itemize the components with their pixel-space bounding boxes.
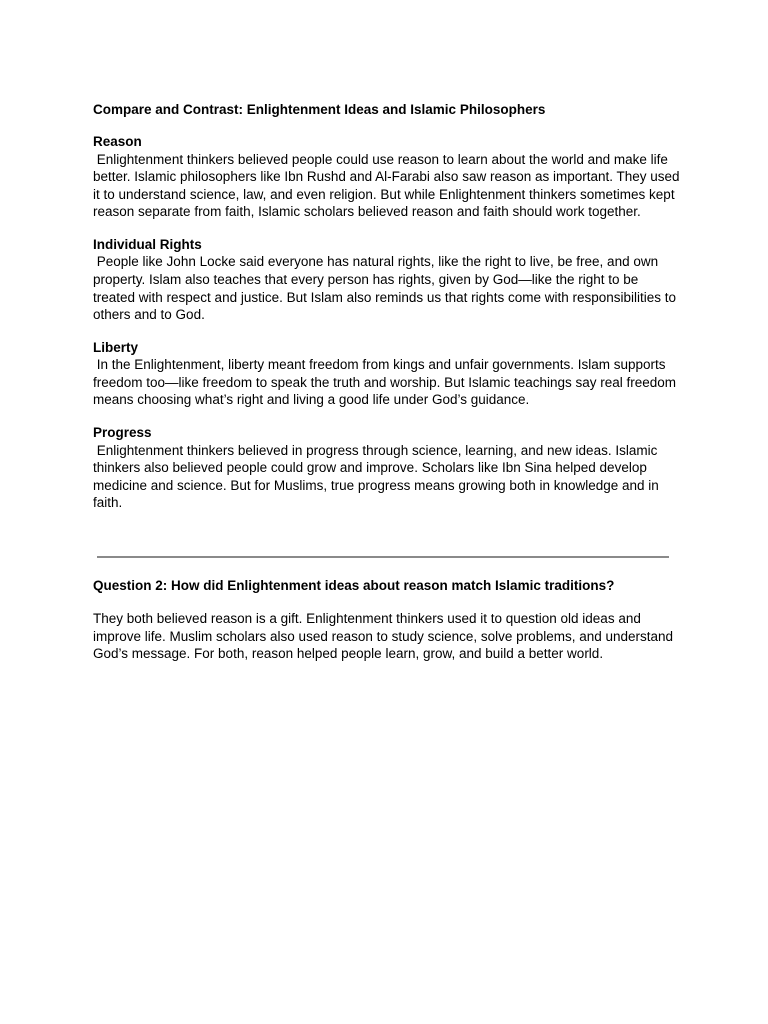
horizontal-rule: [97, 556, 669, 558]
section-heading: Progress: [93, 425, 152, 441]
section-body: Enlightenment thinkers believed people could use reason to learn about the world and make life better. Islamic philosophers like Ibn Rushd and Al-Farabi also saw reason as important. They used it to understand science, law, and even religion. But while Enlightenment thinkers sometimes kept reason separate from faith, Islamic scholars believed reason and faith should work together.: [93, 151, 684, 220]
section-reason: [93, 133, 683, 221]
section-body: Enlightenment thinkers believed in progress through science, learning, and new ideas. Islamic thinkers also believed people could grow and improve. Scholars like Ibn Sina helped develop medicine and science. But for Muslims, true progress means growing both in knowledge and in faith.: [93, 442, 663, 511]
section-body: People like John Locke said everyone has natural rights, like the right to live, be free, and own property. Islam also teaches that every person has rights, given by God—like the right to be treated with respect and justice. But Islam also reminds us that rights come with responsibilities to others and to God.: [93, 254, 680, 323]
section-individual-rights: [93, 236, 683, 324]
section-heading: Reason: [93, 134, 142, 149]
section-progress: [93, 424, 683, 512]
section-heading: Liberty: [93, 339, 139, 355]
answer-paragraph: They both believed reason is a gift. Enlightenment thinkers used it to question old ideas and improve life. Muslim scholars also used reason to study science, solve problems, and understand God’s message. For both, reason helped people learn, grow, and build a better world.: [93, 611, 674, 662]
section-heading: Individual Rights: [93, 236, 202, 252]
document-page: [93, 101, 683, 512]
section-body: In the Enlightenment, liberty meant freedom from kings and unfair governments. Islam supports freedom too—like freedom to speak the truth and worship. But Islamic teachings say real freedom means choosing what’s right and living a good life under God’s guidance.: [93, 357, 680, 408]
section-liberty: [93, 339, 683, 409]
document-title: Compare and Contrast: Enlightenment Ideas and Islamic Philosophers: [93, 102, 546, 117]
question-heading: Question 2: How did Enlightenment ideas about reason match Islamic traditions?: [93, 578, 615, 593]
